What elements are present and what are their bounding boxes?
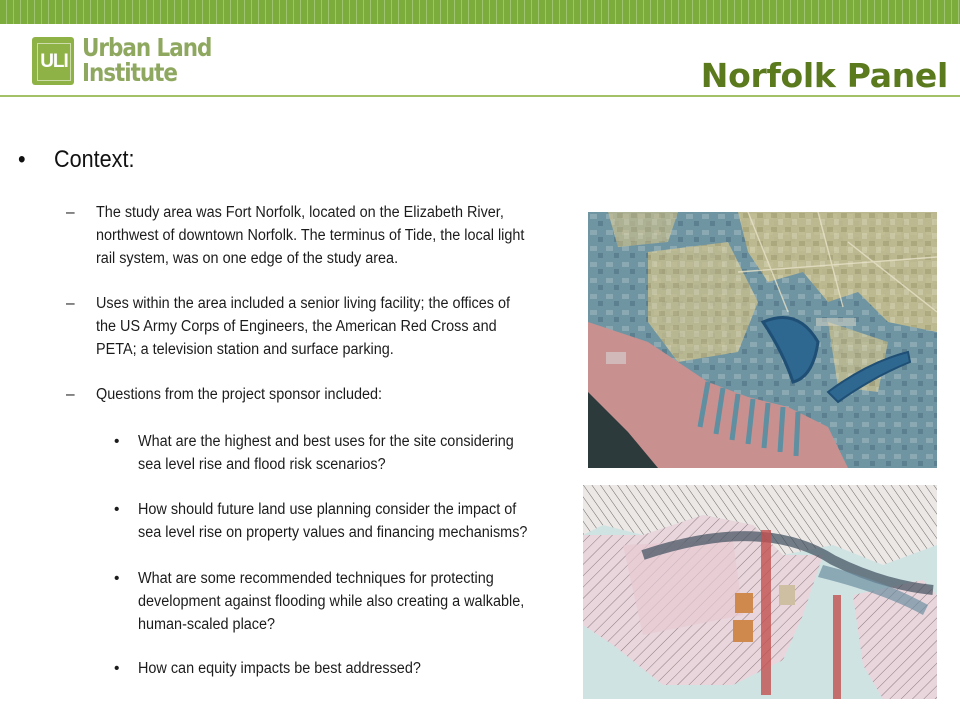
bullet-dot: • (114, 433, 120, 450)
uli-logo-text: Urban Land Institute (82, 33, 212, 87)
top-accent-band (0, 0, 960, 24)
hand-drawn-site-plan (583, 485, 937, 699)
uli-logo-mark: ULI (32, 37, 74, 85)
bullet-dot: • (114, 660, 120, 677)
slide-title: Norfolk Panel (700, 56, 948, 95)
dash-marker: – (66, 386, 75, 403)
bullet-dot: • (114, 501, 120, 518)
dash-marker: – (66, 204, 75, 221)
dash-marker: – (66, 295, 75, 312)
header-divider (0, 95, 960, 97)
flood-risk-aerial-map (588, 212, 937, 468)
bullet-dot: • (114, 570, 120, 587)
bullet-dot: • (18, 146, 26, 173)
